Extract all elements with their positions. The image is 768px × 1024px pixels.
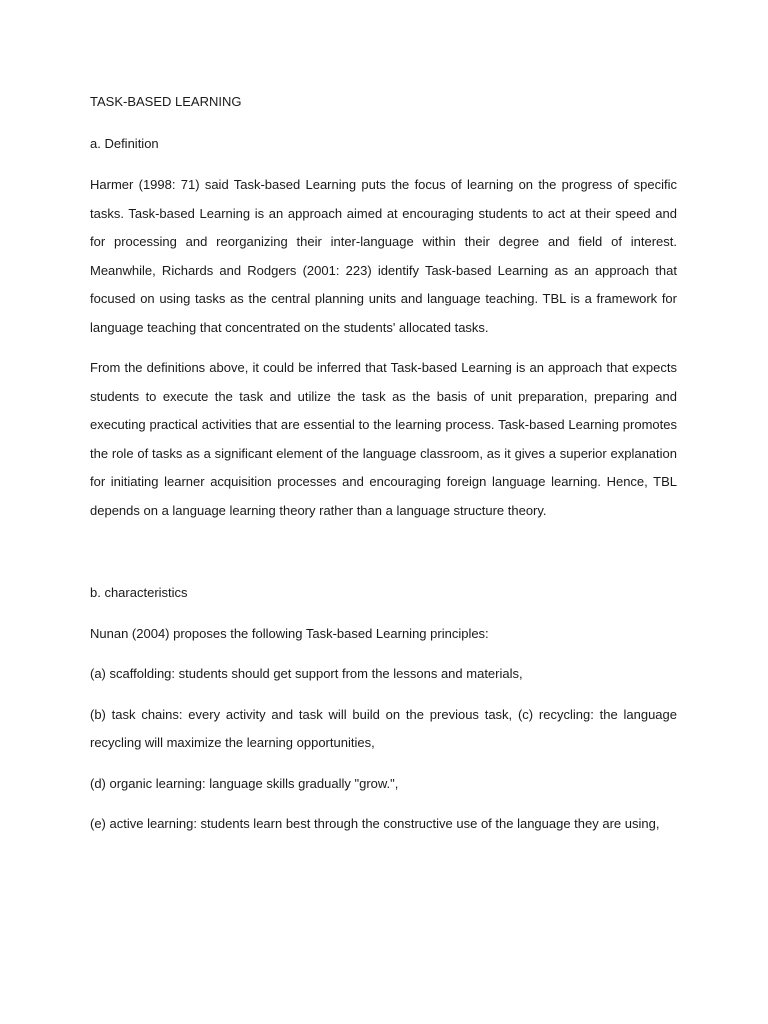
principle-item-scaffolding: (a) scaffolding: students should get support from the lessons and materials,	[90, 666, 523, 681]
definition-paragraph-1: Harmer (1998: 71) said Task-based Learning puts the focus of learning on the progress of specific tasks. Task-based Learning is an approach aimed at encouraging students to act at their speed and for processing and reorganizing their inter-language within their degree and field of interest. Meanwhile, Richards and Rodgers (2001: 223) identify Task-based Learning as an approach that focused on using tasks as the central planning units and language teaching. TBL is a framework for language teaching that concentrated on the students' allocated tasks.	[90, 177, 677, 335]
principle-item-organic-learning: (d) organic learning: language skills gradually "grow.",	[90, 775, 399, 791]
document-title: TASK-BASED LEARNING	[90, 94, 242, 109]
definition-paragraph-2: From the definitions above, it could be inferred that Task-based Learning is an approach that expects students to execute the task and utilize the task as the basis of unit preparation, preparing and executing practical activities that are essential to the learning process. Task-based Learning promotes the role of tasks as a significant element of the language classroom, as it gives a superior explanation for initiating learner acquisition processes and encouraging foreign language learning. Hence, TBL depends on a language learning theory rather than a language structure theory.	[90, 360, 677, 518]
section-a-heading: a. Definition	[90, 135, 159, 151]
principle-item-task-chains: (b) task chains: every activity and task will build on the previous task, (c) recycling: the language recycling will maximize the learning opportunities,	[90, 706, 677, 750]
characteristics-intro: Nunan (2004) proposes the following Task-based Learning principles:	[90, 625, 489, 641]
section-b-heading: b. characteristics	[90, 585, 188, 600]
principle-item-active-learning: (e) active learning: students learn best through the constructive use of the language they are using,	[90, 816, 660, 831]
document-page	[90, 88, 677, 839]
